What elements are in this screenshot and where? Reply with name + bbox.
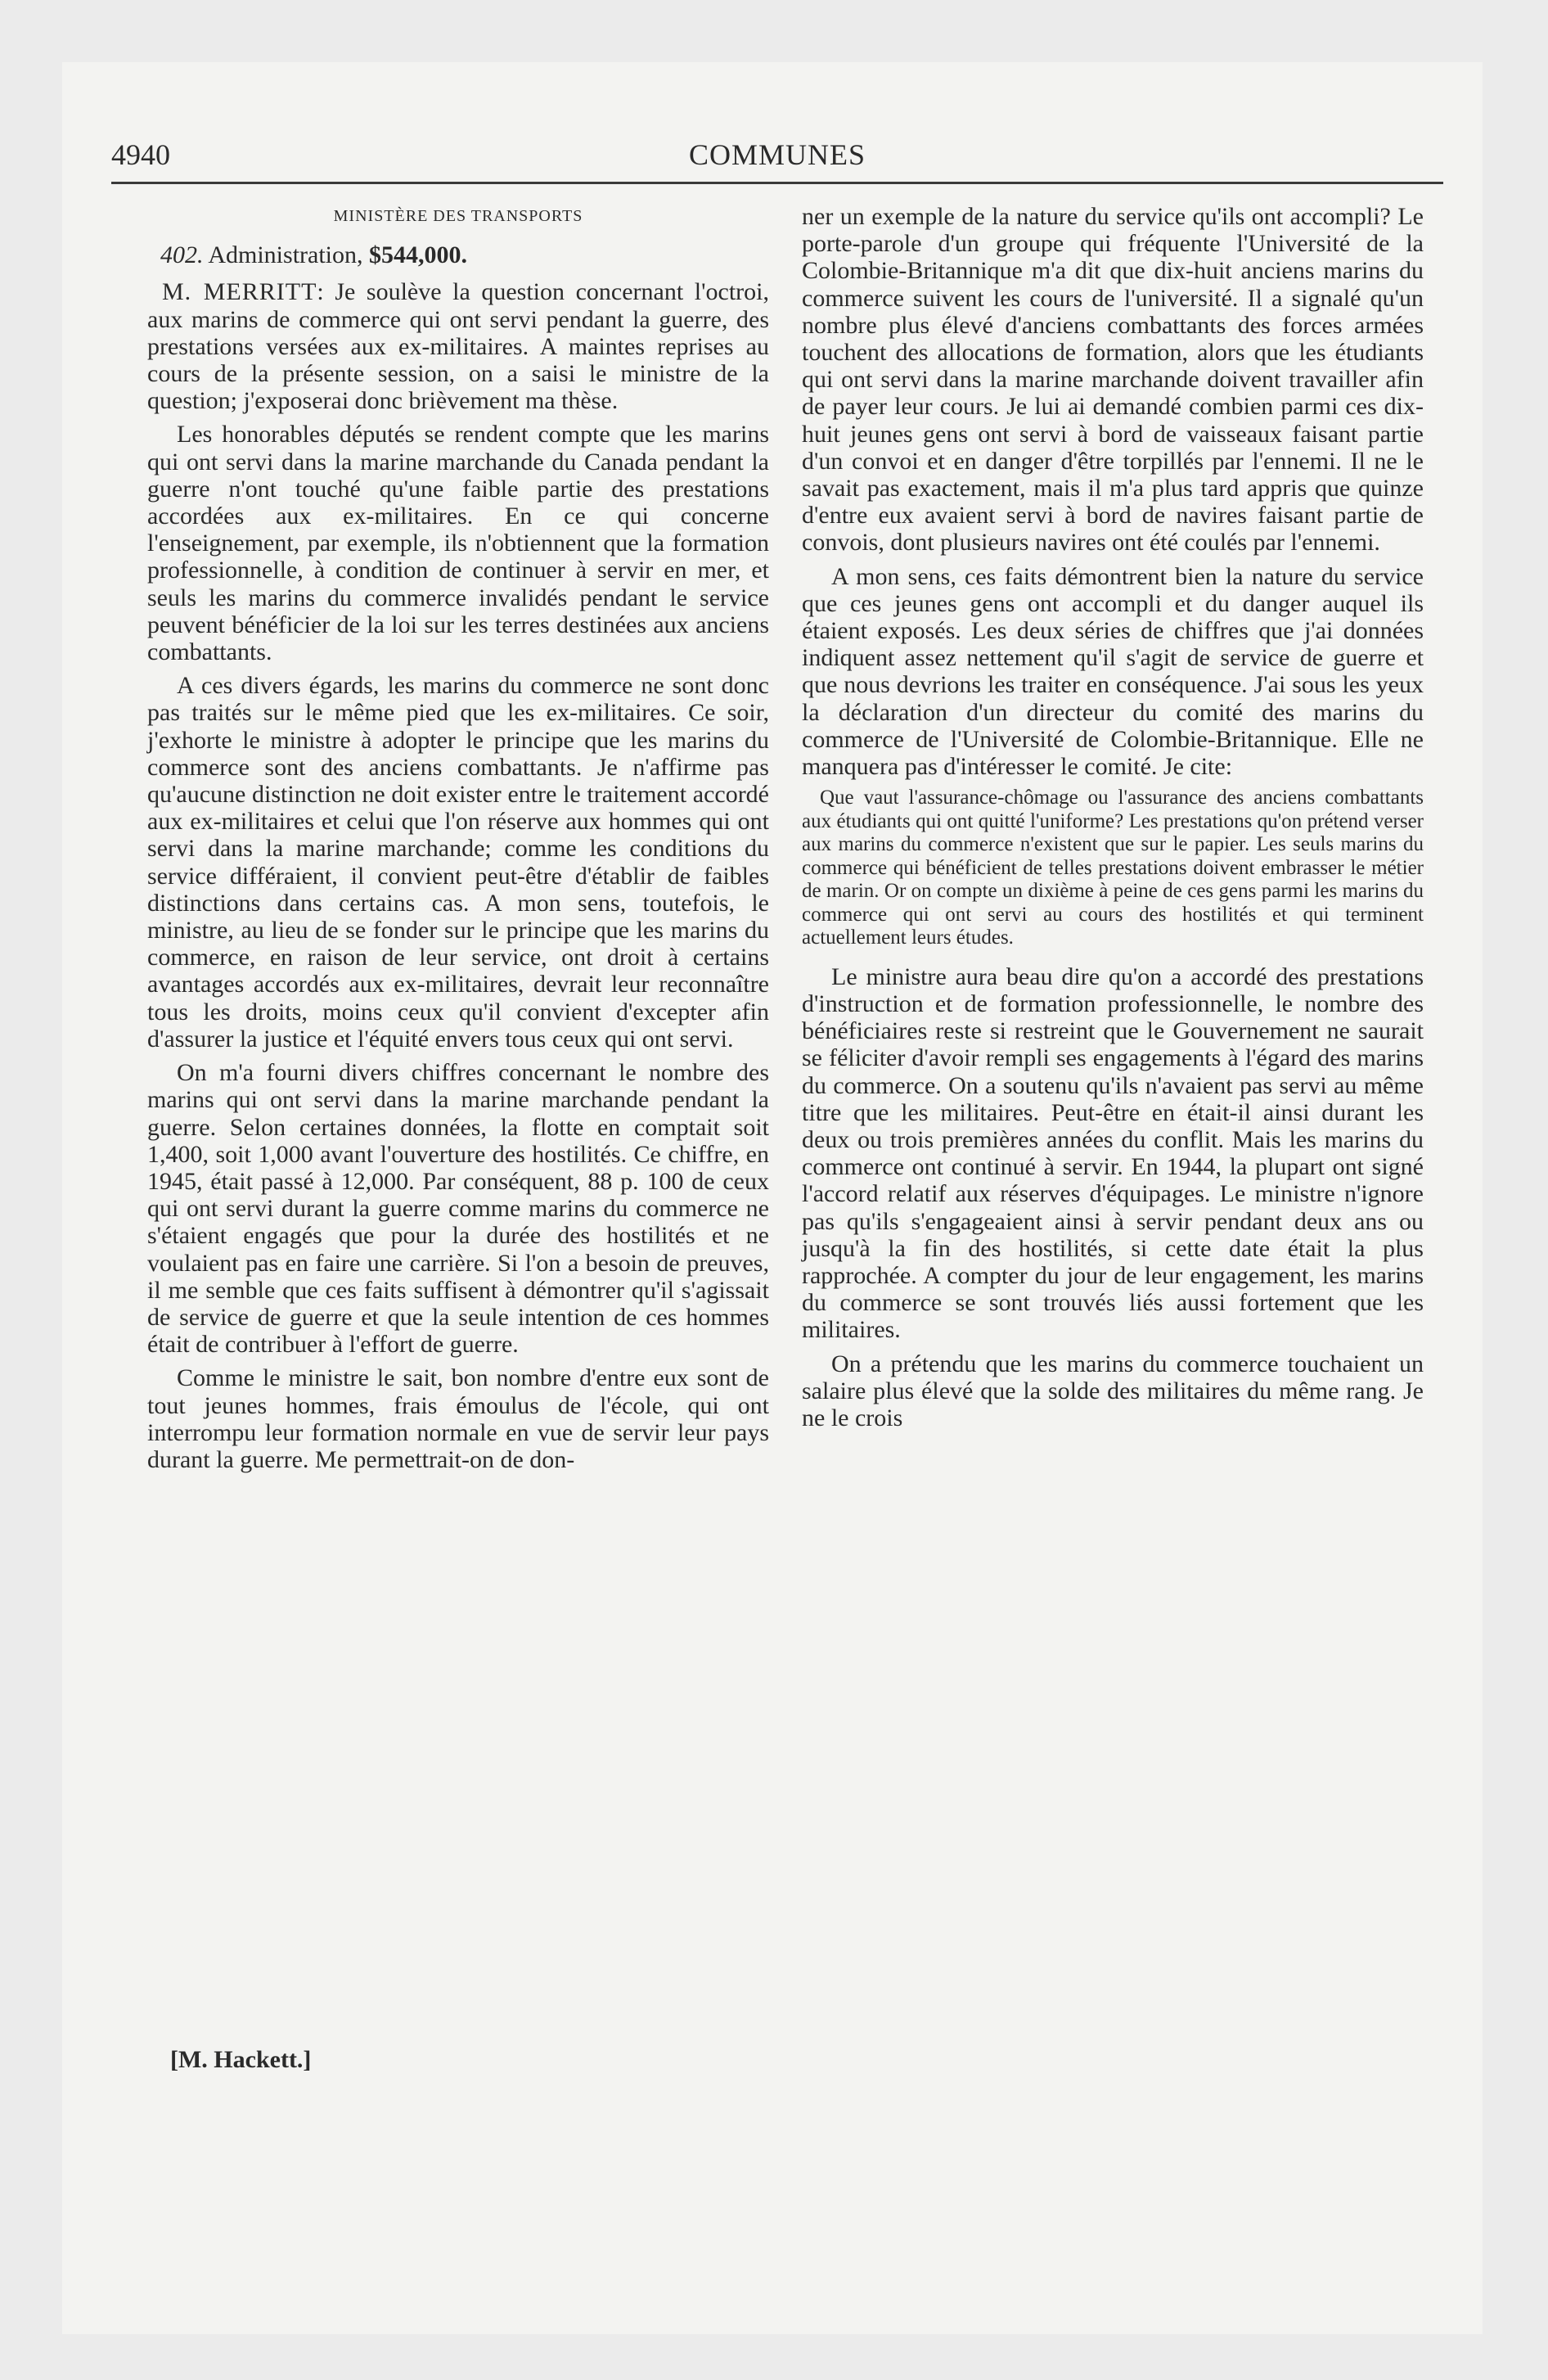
right-column xyxy=(802,203,1424,2265)
header-rule xyxy=(111,182,1443,184)
left-column xyxy=(147,203,769,2265)
paragraph-text: : Je soulève la question concernant l'octroi, aux marins de commerce qui ont servi pendant la guerre, des prestations versées aux ex-militaires. A maintes reprises au cours de la présente session, on a saisi le ministre de la question; j'exposerai donc brièvement ma thèse. xyxy=(147,278,769,415)
paragraph: A ces divers égards, les marins du commerce ne sont donc pas traités sur le même pied que les ex-militaires. Ce soir, j'exhorte le ministre à adopter le principe que les marins du commerce sont des anciens combattants. Je n'affirme pas qu'aucune distinction ne doit exister entre le traitement accordé aux ex-militaires et celui que l'on réserve aux hommes qui ont servi dans la marine marchande; comme les conditions du service différaient, il convient peut-être d'établir de faibles distinctions dans certains cas. A mon sens, toutefois, le ministre, au lieu de se fonder sur le principe que les marins du commerce, en raison de leur service, ont droit à certains avantages accordés aux ex-militaires, devrait leur reconnaître tous les droits, moins ceux qu'il convient d'excepter afin d'assurer la justice et l'équité envers tous ceux qui ont servi. xyxy=(147,672,769,1053)
paragraph: On m'a fourni divers chiffres concernant le nombre des marins qui ont servi dans la marine marchande pendant la guerre. Selon certaines données, la flotte en comptait soit 1,400, soit 1,000 avant l'ouverture des hostilités. Ce chiffre, en 1945, était passé à 12,000. Par conséquent, 88 p. 100 de ceux qui ont servi durant la guerre comme marins du commerce ne s'étaient engagés que pour la durée des hostilités et ne voulaient pas en faire une carrière. Si l'on a besoin de preuves, il me semble que ces faits suffisent à démontrer qu'il s'agissait de service de guerre et que la seule intention de ces hommes était de contribuer à l'effort de guerre. xyxy=(147,1059,769,1359)
speaker-attribution: [M. Hackett.] xyxy=(170,2046,312,2073)
paragraph: Les honorables députés se rendent compte que les marins qui ont servi dans la marine marchande du Canada pendant la guerre n'ont touché qu'une faible partie des prestations accordées aux ex-militaires. En ce qui concerne l'enseignement, par exemple, ils n'obtiennent que la formation professionnelle, à condition de continuer à servir en mer, et seuls les marins du commerce invalidés pendant le service peuvent bénéficier de la loi sur les terres destinées aux anciens combattants. xyxy=(147,421,769,666)
section-heading: MINISTÈRE DES TRANSPORTS xyxy=(333,207,583,225)
paragraph xyxy=(147,278,769,414)
paragraph: Comme le ministre le sait, bon nombre d'entre eux sont de tout jeunes hommes, frais émoulus de l'école, qui ont interrompu leur formation normale en vue de servir leur pays durant la guerre. Me permettrait-on de don- xyxy=(147,1364,769,1473)
paragraph: Le ministre aura beau dire qu'on a accordé des prestations d'instruction et de formation professionnelle, le nombre des bénéficiaires reste si restreint que le Gouvernement ne saurait se féliciter d'avoir rempli ses engagements à l'égard des marins du commerce. On a soutenu qu'ils n'avaient pas servi au même titre que les militaires. Peut-être en était-il ainsi durant les deux ou trois premières années du conflit. Mais les marins du commerce ont continué à servir. En 1944, la plupart ont signé l'accord relatif aux réserves d'équipages. Le ministre n'ignore pas qu'ils s'engageaient ainsi à servir pendant deux ans ou jusqu'à la fin des hostilités, si cette date était la plus rapprochée. A compter du jour de leur engagement, les marins du commerce se sont trouvés liés aussi fortement que les militaires. xyxy=(802,962,1424,1344)
item-number: 402. xyxy=(160,241,204,269)
estimate-item xyxy=(147,241,769,268)
block-quote: Que vaut l'assurance-chômage ou l'assurance des anciens combattants aux étudiants qui ont quitté l'uniforme? Les prestations qu'on prétend verser aux marins du commerce n'existent que sur le papier. Les seuls marins du commerce qui bénéficient de telles prestations doivent embrasser le métier de marin. Or on compte un dixième à peine de ces gens parmi les marins du commerce qui ont servi au cours des hostilités et qui terminent actuellement leurs études. xyxy=(802,787,1424,949)
page-header xyxy=(111,137,1443,187)
item-title: Administration, xyxy=(203,241,369,269)
running-head: COMMUNES xyxy=(688,138,866,171)
paragraph: ner un exemple de la nature du service qu'ils ont accompli? Le porte-parole d'un groupe qui fréquente l'Université de la Colombie-Britannique m'a dit que dix-huit anciens marins du commerce suivent les cours de l'université. Il a signalé qu'un nombre plus élevé d'anciens combattants des forces armées touchent des allocations de formation, alors que les étudiants qui ont servi dans la marine marchande doivent travailler afin de payer leur cours. Je lui ai demandé combien parmi ces dix-huit jeunes gens ont servi à bord de vaisseaux faisant partie d'un convoi et en danger d'être torpillés par l'ennemi. Il ne le savait pas exactement, mais il m'a plus tard appris que quinze d'entre eux avaient servi à bord de navires faisant partie de convois, dont plusieurs navires ont été coulés par l'ennemi. xyxy=(802,203,1424,557)
paragraph: A mon sens, ces faits démontrent bien la nature du service que ces jeunes gens ont accompli et du danger auquel ils étaient exposés. Les deux séries de chiffres que j'ai données indiquent assez nettement qu'il s'agit de service de guerre et que nous devrions les traiter en conséquence. J'ai sous les yeux la déclaration d'un directeur du comité des marins du commerce de l'Université de Colombie-Britannique. Elle ne manquera pas d'intéresser le comité. Je cite: xyxy=(802,562,1424,781)
page-number: 4940 xyxy=(111,138,170,171)
speaker-name: M. MERRITT xyxy=(162,278,317,306)
paragraph: On a prétendu que les marins du commerce touchaient un salaire plus élevé que la solde des militaires du même rang. Je ne le crois xyxy=(802,1350,1424,1432)
item-amount: $544,000. xyxy=(369,241,467,269)
